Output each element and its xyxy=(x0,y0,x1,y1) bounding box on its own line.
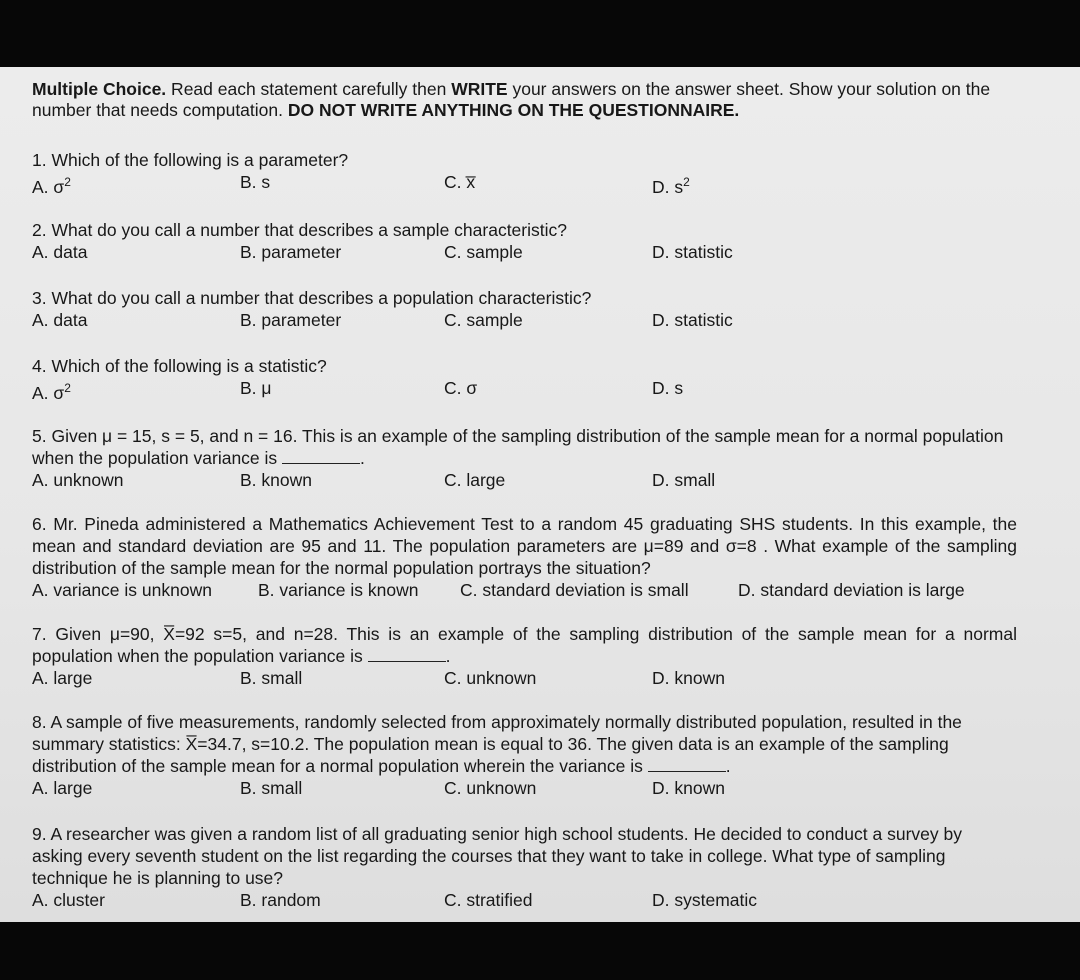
question-7-stem: 7. Given μ=90, X̅=92 s=5, and n=28. This is an example of the sampling distribution of the sample mean for a normal population when the population variance is . xyxy=(32,624,1017,666)
question-3-stem: 3. What do you call a number that describes a population characteristic? xyxy=(32,288,592,308)
question-3-option-b: B. parameter xyxy=(240,310,342,330)
instructions-text-2: your answers on the answer sheet. Show your solution on the number that needs computation. xyxy=(32,79,991,120)
question-1-options xyxy=(32,171,1017,197)
question-4-option-b: B. μ xyxy=(240,378,272,398)
question-7-option-a: A. large xyxy=(32,668,93,688)
question-4-options xyxy=(32,377,1017,403)
question-2 xyxy=(32,219,1017,263)
question-9-options xyxy=(32,889,1017,911)
question-5-options xyxy=(32,469,1017,491)
question-2-option-b: B. parameter xyxy=(240,242,342,262)
question-6-option-d: D. standard deviation is large xyxy=(738,580,965,600)
instructions-heading: Multiple Choice. xyxy=(32,79,167,99)
question-7-option-c: C. unknown xyxy=(444,668,537,688)
question-3-option-c: C. sample xyxy=(444,310,523,330)
question-4-option-d: D. s xyxy=(652,378,684,398)
question-9-option-a: A. cluster xyxy=(32,890,105,910)
instructions xyxy=(32,79,1022,121)
question-1-stem: 1. Which of the following is a parameter? xyxy=(32,150,349,170)
question-1-option-d: D. $s^2$ xyxy=(652,175,690,197)
questionnaire-page xyxy=(0,67,1080,922)
question-4 xyxy=(32,355,1017,403)
question-7-option-d: D. known xyxy=(652,668,725,688)
question-2-option-c: C. sample xyxy=(444,242,523,262)
question-8-option-c: C. unknown xyxy=(444,778,537,798)
question-4-stem: 4. Which of the following is a statistic? xyxy=(32,356,327,376)
question-9-stem: 9. A researcher was given a random list of all graduating senior high school students. He decided to conduct a survey by asking every seventh student on the list regarding the courses that they want to take in college. What type of sampling technique he is planning to use? xyxy=(32,824,962,888)
question-6-option-a: A. variance is unknown xyxy=(32,580,212,600)
question-9-option-d: D. systematic xyxy=(652,890,758,910)
question-5-option-a: A. unknown xyxy=(32,470,124,490)
instructions-warning: DO NOT WRITE ANYTHING ON THE QUESTIONNAIRE. xyxy=(287,100,740,120)
question-8-option-d: D. known xyxy=(652,778,725,798)
question-3-options xyxy=(32,309,1017,331)
question-7-option-b: B. small xyxy=(240,668,303,688)
question-1-option-c: C. x̅ xyxy=(444,172,476,192)
question-5-option-c: C. large xyxy=(444,470,506,490)
question-9-option-c: C. stratified xyxy=(444,890,533,910)
question-1 xyxy=(32,149,1017,197)
question-8-option-a: A. large xyxy=(32,778,93,798)
answer-blank xyxy=(368,647,446,662)
question-5-option-d: D. small xyxy=(652,470,716,490)
question-5-stem: 5. Given μ = 15, s = 5, and n = 16. This is an example of the sampling distribution of the sample mean for a normal population when the population variance is . xyxy=(32,426,1004,468)
question-8-stem: 8. A sample of five measurements, randomly selected from approximately normally distributed population, resulted in the summary statistics: X̅=34.7, s=10.2. The population mean is equal to 36. The given data is an example of the sampling distribution of the sample mean for a normal population wherein the variance is . xyxy=(32,712,962,776)
question-2-option-a: A. data xyxy=(32,242,88,262)
instructions-text: Read each statement carefully then xyxy=(166,79,452,99)
answer-blank xyxy=(648,757,726,772)
question-7-options xyxy=(32,667,1017,689)
question-6-stem: 6. Mr. Pineda administered a Mathematics Achievement Test to a random 45 graduating SHS students. In this example, the mean and standard deviation are 95 and 11. The population parameters are μ=89 and σ=8 . What example of the sampling distribution of the sample mean for the normal population portrays the situation? xyxy=(32,514,1017,578)
question-1-option-a: A. $\sigma^2$ xyxy=(32,175,71,197)
question-7 xyxy=(32,623,1017,689)
question-2-options xyxy=(32,241,1017,263)
instructions-write: WRITE xyxy=(451,79,508,99)
question-5 xyxy=(32,425,1017,491)
question-4-option-c: C. σ xyxy=(444,378,478,398)
question-1-option-b: B. s xyxy=(240,172,271,192)
question-6 xyxy=(32,513,1017,601)
question-4-option-a: A. $\sigma^2$ xyxy=(32,381,71,403)
question-6-options xyxy=(32,579,1017,601)
question-3-option-a: A. data xyxy=(32,310,88,330)
question-9 xyxy=(32,823,1017,911)
question-3 xyxy=(32,287,1017,331)
answer-blank xyxy=(282,449,360,464)
question-3-option-d: D. statistic xyxy=(652,310,733,330)
question-2-option-d: D. statistic xyxy=(652,242,733,262)
question-6-option-b: B. variance is known xyxy=(258,580,419,600)
question-8-option-b: B. small xyxy=(240,778,303,798)
question-8 xyxy=(32,711,1017,799)
question-9-option-b: B. random xyxy=(240,890,321,910)
question-6-option-c: C. standard deviation is small xyxy=(460,580,689,600)
question-5-option-b: B. known xyxy=(240,470,312,490)
question-8-options xyxy=(32,777,1017,799)
question-2-stem: 2. What do you call a number that describes a sample characteristic? xyxy=(32,220,567,240)
